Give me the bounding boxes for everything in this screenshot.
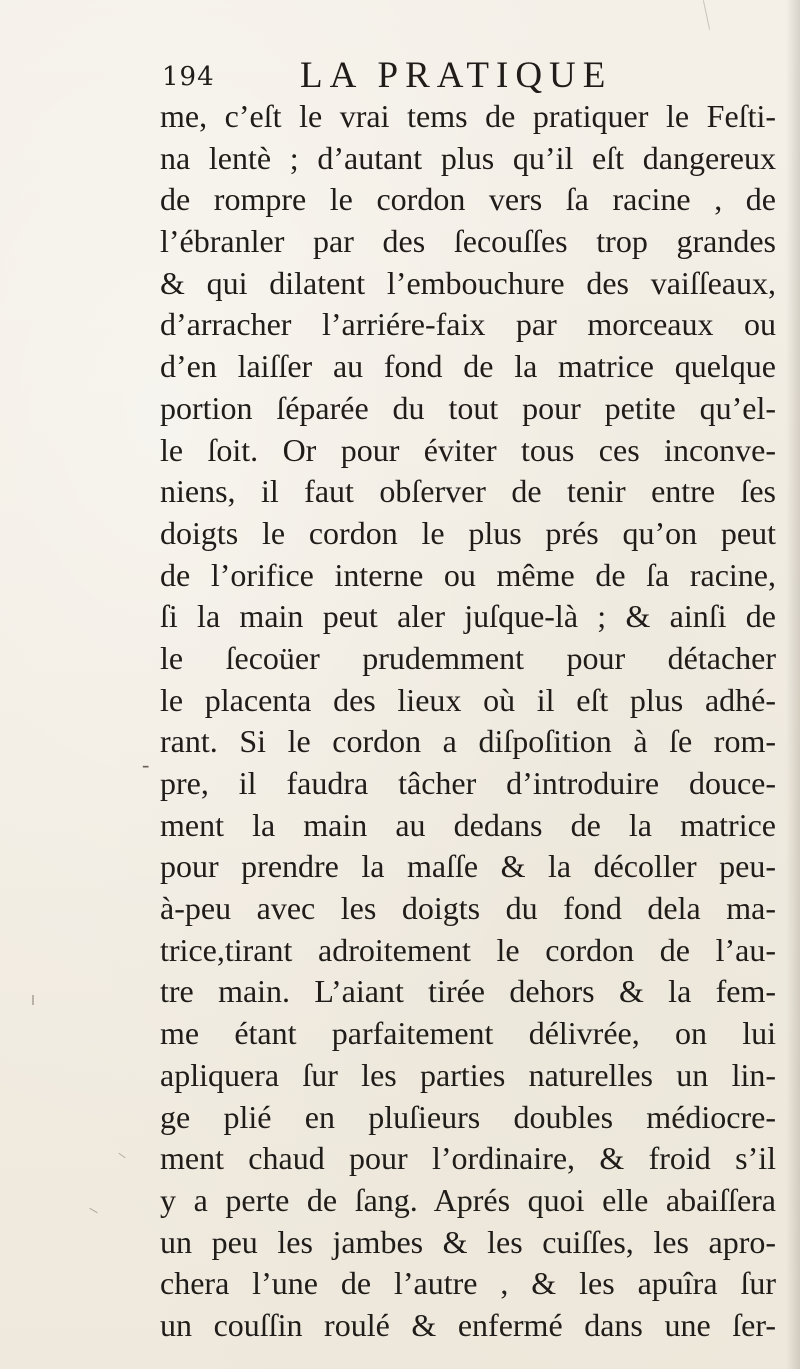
text-line: le ſecoüer prudemment pour détacher: [160, 639, 776, 676]
text-line: tre main. L’aiant tirée dehors & la fem-: [160, 973, 776, 1010]
page-number: 194: [162, 62, 215, 92]
text-line: le placenta des lieux où il eſt plus adhé-: [160, 681, 776, 718]
text-line: trice,tirant adroitement le cordon de l’au-: [160, 931, 776, 968]
text-line: de l’orifice interne ou même de ſa racine,: [160, 556, 776, 593]
page-edge-shadow: [786, 0, 800, 1369]
text-line: portion ſéparée du tout pour petite qu’el-: [160, 389, 776, 426]
text-line: niens, il faut obſerver de tenir entre ſes: [160, 473, 776, 510]
text-line: doigts le cordon le plus prés qu’on peut: [160, 514, 776, 551]
running-head: LA PRATIQUE: [300, 55, 613, 96]
text-line: ge plié en pluſieurs doubles médiocre-: [160, 1098, 776, 1135]
text-line: d’en laiſſer au fond de la matrice quelque: [160, 348, 776, 385]
body-text: [160, 96, 776, 1347]
text-line: ment la main au dedans de la matrice: [160, 806, 776, 843]
text-line: chera l’une de l’autre , & les apuîra ſur: [160, 1265, 776, 1302]
text-line: ment chaud pour l’ordinaire, & froid s’il: [160, 1140, 776, 1177]
text-line: y a perte de ſang. Aprés quoi elle abaiſſera: [160, 1181, 776, 1218]
paper-speck: [703, 0, 710, 30]
text-line: un peu les jambes & les cuiſſes, les apro-: [160, 1223, 776, 1260]
paper-speck: [118, 1153, 125, 1158]
text-line: & qui dilatent l’embouchure des vaiſſeaux,: [160, 264, 776, 301]
text-line: l’ébranler par des ſecouſſes trop grandes: [160, 223, 776, 260]
text-line: le ſoit. Or pour éviter tous ces inconve-: [160, 431, 776, 468]
text-line: de rompre le cordon vers ſa racine , de: [160, 181, 776, 218]
text-line: à-peu avec les doigts du fond dela ma-: [160, 890, 776, 927]
text-line: ſi la main peut aler juſque-là ; & ainſi de: [160, 598, 776, 635]
text-line: me étant parfaitement délivrée, on lui: [160, 1015, 776, 1052]
paper-speck: [32, 995, 34, 1005]
text-line: pre, il faudra tâcher d’introduire douce-: [160, 765, 776, 801]
text-line: na lentè ; d’autant plus qu’il eſt dangereux: [160, 139, 776, 176]
text-line: d’arracher l’arriére-faix par morceaux ou: [160, 306, 776, 343]
text-line: pour prendre la maſſe & la décoller peu-: [160, 848, 776, 885]
margin-mark: -: [142, 752, 150, 777]
text-line: apliquera ſur les parties naturelles un lin-: [160, 1056, 776, 1093]
text-line: me, c’eſt le vrai tems de pratiquer le Feſti-: [160, 98, 776, 134]
text-line: un couſſin roulé & enfermé dans une ſer-: [160, 1306, 776, 1343]
page-header: [162, 52, 682, 96]
text-line: rant. Si le cordon a diſpoſition à ſe rom-: [160, 723, 776, 760]
paper-speck: [89, 1208, 97, 1213]
